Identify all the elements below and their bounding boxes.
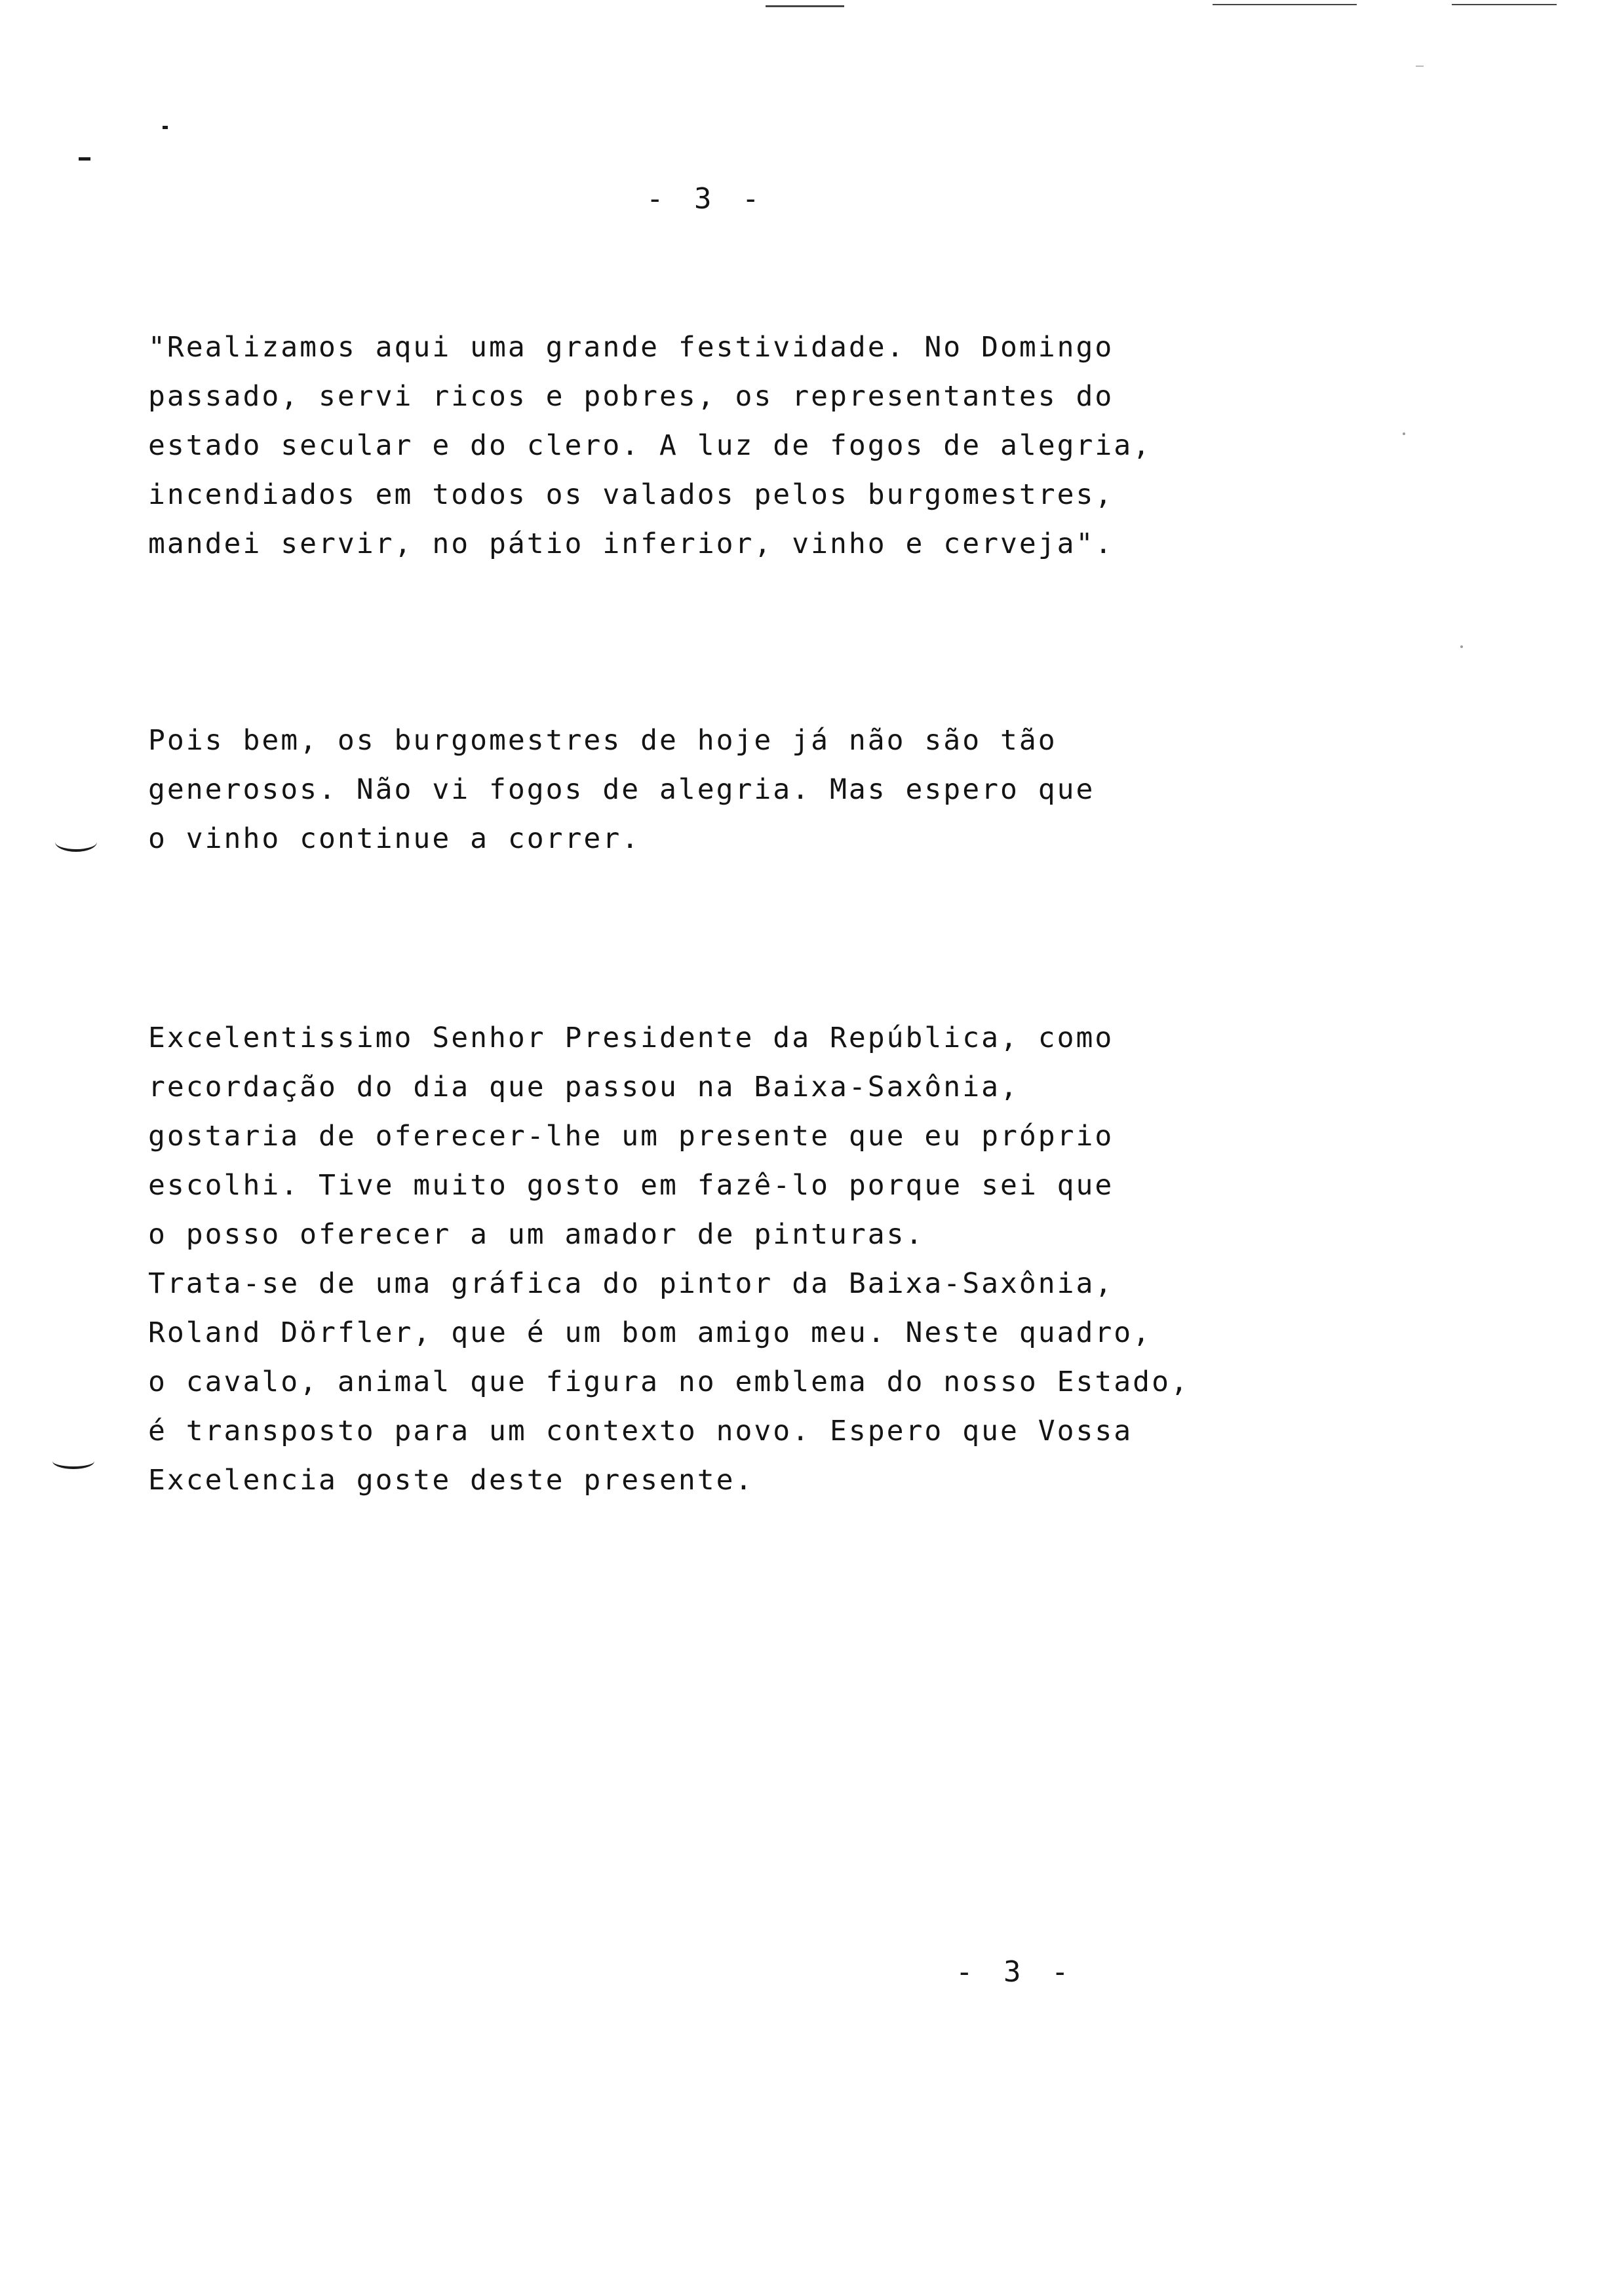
paragraph-line: o posso oferecer a um amador de pinturas. <box>148 1218 925 1251</box>
paragraph-line: Roland Dörfler, que é um bom amigo meu. Neste quadro, <box>148 1316 1152 1349</box>
paragraph-line: "Realizamos aqui uma grande festividade. No Domingo <box>148 331 1114 364</box>
scan-artifact-dot <box>1460 645 1463 648</box>
paragraph-line: mandei servir, no pátio inferior, vinho e cerveja". <box>148 527 1114 560</box>
scan-artifact-rule <box>1213 4 1357 5</box>
scan-artifact-mark <box>163 126 168 129</box>
paragraph-line: incendiados em todos os valados pelos burgomestres, <box>148 478 1114 511</box>
paragraph-line: recordação do dia que passou na Baixa-Saxônia, <box>148 1071 1019 1103</box>
margin-bracket-mark <box>52 1453 94 1469</box>
paragraph-gift-presentation <box>148 1014 1538 1505</box>
paragraph-line: o cavalo, animal que figura no emblema do nosso Estado, <box>148 1366 1190 1398</box>
paragraph-line: escolhi. Tive muito gosto em fazê-lo porque sei que <box>148 1169 1114 1202</box>
scan-artifact-rule <box>766 5 844 7</box>
paragraph-burgomasters <box>148 716 1538 864</box>
paragraph-line: Pois bem, os burgomestres de hoje já não são tão <box>148 724 1057 757</box>
paragraph-line: gostaria de oferecer-lhe um presente que eu próprio <box>148 1120 1114 1153</box>
margin-bracket-mark <box>55 832 97 852</box>
scan-artifact-mark <box>79 157 90 161</box>
scan-artifact-mark <box>1416 66 1424 67</box>
header-page-number: - 3 - <box>646 182 766 216</box>
paragraph-line: estado secular e do clero. A luz de fogos de alegria, <box>148 429 1152 462</box>
paragraph-line: Trata-se de uma gráfica do pintor da Baixa-Saxônia, <box>148 1267 1114 1300</box>
scan-artifact-rule <box>1452 4 1557 5</box>
paragraph-line: generosos. Não vi fogos de alegria. Mas espero que <box>148 773 1095 806</box>
paragraph-line: Excelentissimo Senhor Presidente da República, como <box>148 1022 1114 1054</box>
paragraph-line: é transposto para um contexto novo. Espero que Vossa <box>148 1415 1133 1447</box>
paragraph-festivity-quote <box>148 323 1538 569</box>
paragraph-line: o vinho continue a correr. <box>148 822 641 855</box>
paragraph-line: passado, servi ricos e pobres, os representantes do <box>148 380 1114 413</box>
paragraph-line: Excelencia goste deste presente. <box>148 1464 754 1497</box>
footer-page-number: - 3 - <box>956 1955 1076 1989</box>
